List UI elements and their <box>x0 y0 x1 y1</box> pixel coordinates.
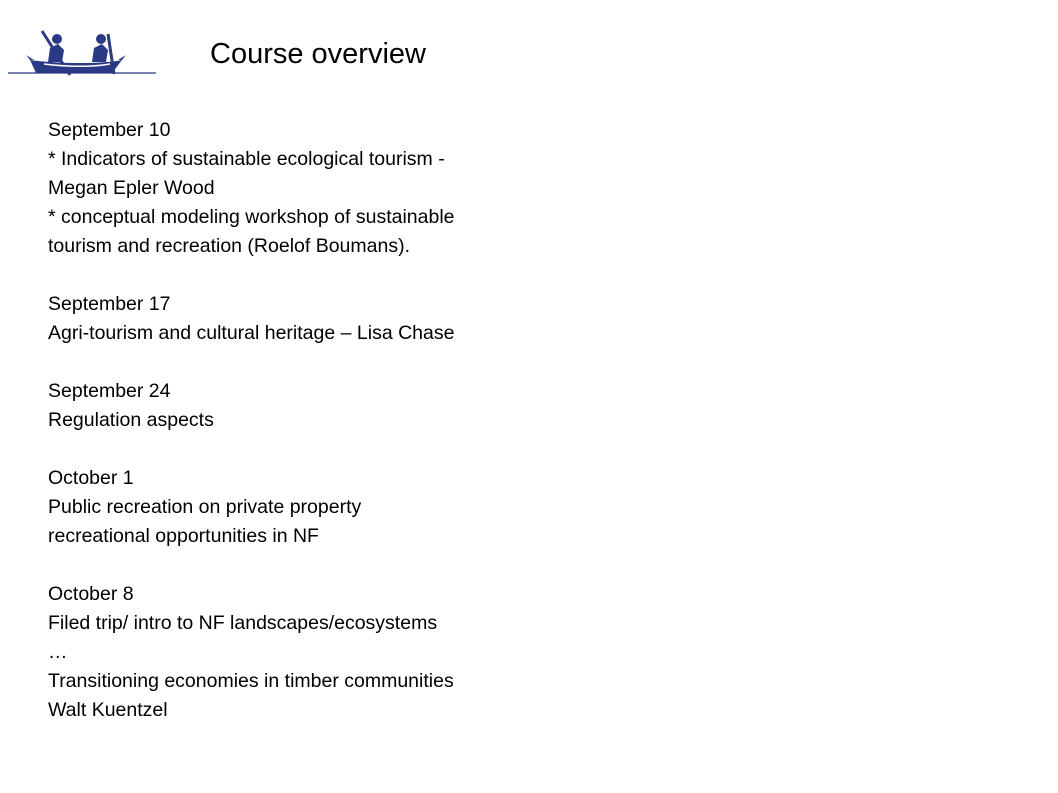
schedule-line: Walt Kuentzel <box>48 699 168 721</box>
canoe-paddlers-logo-icon <box>8 26 158 78</box>
schedule-date: September 24 <box>48 380 171 402</box>
page-title: Course overview <box>210 38 426 70</box>
schedule-line: … <box>48 641 68 663</box>
schedule-line: recreational opportunities in NF <box>48 525 319 547</box>
schedule-date: September 10 <box>48 119 171 141</box>
schedule-entry <box>48 116 608 261</box>
schedule-date: September 17 <box>48 293 171 315</box>
schedule-date: October 8 <box>48 583 134 605</box>
schedule-entry <box>48 290 608 348</box>
spacer <box>48 261 608 290</box>
spacer <box>48 551 608 580</box>
schedule-date: October 1 <box>48 467 134 489</box>
schedule-line: Public recreation on private property <box>48 496 362 518</box>
schedule-entry <box>48 464 608 551</box>
schedule-entry <box>48 580 608 725</box>
schedule-line: tourism and recreation (Roelof Boumans). <box>48 235 410 257</box>
schedule-line: Regulation aspects <box>48 409 214 431</box>
schedule-line: Agri-tourism and cultural heritage – Lisa Chase <box>48 322 455 344</box>
schedule-line: Transitioning economies in timber communities <box>48 670 454 692</box>
schedule-line: Megan Epler Wood <box>48 177 215 199</box>
spacer <box>48 348 608 377</box>
schedule-line: Filed trip/ intro to NF landscapes/ecosystems <box>48 612 438 634</box>
schedule-entry <box>48 377 608 435</box>
schedule-line: * Indicators of sustainable ecological tourism - <box>48 148 445 170</box>
schedule-line: * conceptual modeling workshop of sustainable <box>48 206 455 228</box>
spacer <box>48 435 608 464</box>
course-schedule <box>48 116 608 725</box>
